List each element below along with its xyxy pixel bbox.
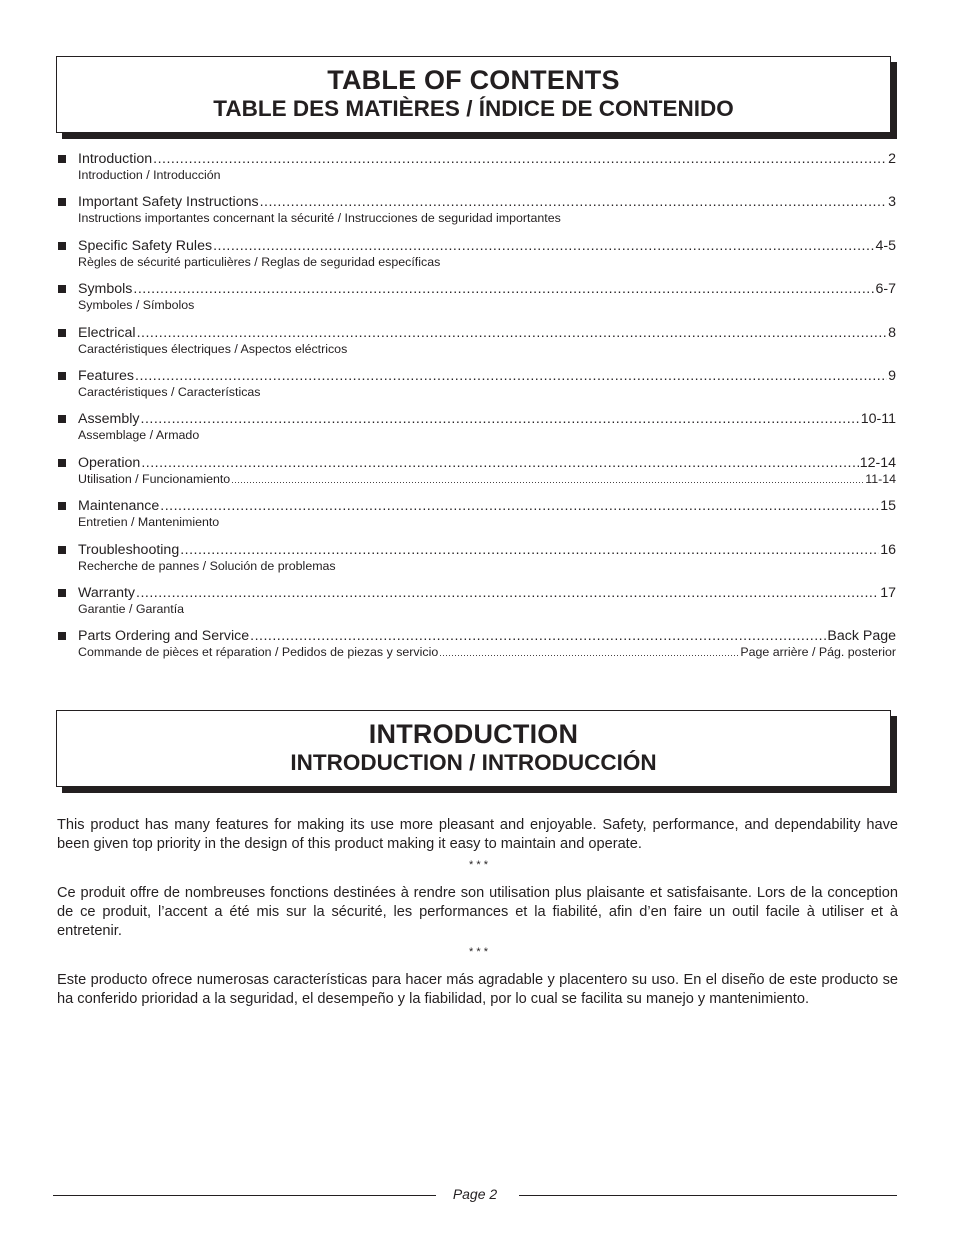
toc-entry-line bbox=[78, 497, 896, 515]
toc-entry-line bbox=[78, 150, 896, 168]
intro-paragraph-french: Ce produit offre de nombreuses fonctions destinées à rendre son utilisation plus plaisante et satisfaisante. Lors de la conception de ce produit, l’accent a été mis sur la sécurité, les performances et la fiabilité, afin d’en faire un outil facile à utiliser et à entretenir. bbox=[57, 885, 898, 939]
toc-entry-line bbox=[78, 280, 896, 298]
toc-entry-translation-line bbox=[78, 255, 896, 270]
toc-entry[interactable] bbox=[56, 324, 896, 367]
toc-entry-line bbox=[78, 193, 896, 211]
dot-leader bbox=[133, 280, 874, 298]
square-bullet-icon bbox=[58, 242, 66, 250]
toc-entry-line bbox=[78, 237, 896, 255]
toc-list bbox=[56, 150, 896, 671]
toc-entry-page: 3 bbox=[888, 194, 896, 211]
toc-entry-translation-line bbox=[78, 385, 896, 400]
toc-entry-translation: Garantie / Garantía bbox=[78, 601, 185, 616]
square-bullet-icon bbox=[58, 502, 66, 510]
toc-entry-page: Back Page bbox=[827, 628, 896, 645]
toc-subtitle: TABLE DES MATIÈRES / ÍNDICE DE CONTENIDO bbox=[213, 96, 734, 121]
toc-entry-title: Important Safety Instructions bbox=[78, 194, 259, 211]
toc-entry-page: 9 bbox=[888, 367, 896, 384]
toc-entry-title: Assembly bbox=[78, 411, 140, 428]
toc-entry-title: Warranty bbox=[78, 584, 136, 601]
page-footer bbox=[53, 1185, 897, 1205]
toc-entry-page: 4-5 bbox=[875, 237, 896, 254]
toc-entry-translation-line bbox=[78, 428, 896, 443]
square-bullet-icon bbox=[58, 285, 66, 293]
dot-leader bbox=[250, 627, 826, 645]
toc-entry-page: 2 bbox=[888, 151, 896, 167]
dot-leader bbox=[160, 497, 879, 515]
dot-leader bbox=[141, 454, 858, 472]
dot-leader bbox=[135, 367, 887, 385]
toc-entry-line bbox=[78, 627, 896, 645]
toc-entry-translation: Symboles / Símbolos bbox=[78, 298, 195, 313]
toc-entry[interactable] bbox=[56, 410, 896, 453]
toc-entry-translation-line bbox=[78, 515, 896, 530]
dot-leader bbox=[213, 237, 874, 255]
separator-stars: * * * bbox=[469, 859, 488, 871]
dot-leader bbox=[439, 645, 739, 661]
toc-entry[interactable] bbox=[56, 627, 896, 670]
square-bullet-icon bbox=[58, 198, 66, 206]
toc-entry[interactable] bbox=[56, 280, 896, 323]
square-bullet-icon bbox=[58, 415, 66, 423]
toc-entry[interactable] bbox=[56, 193, 896, 236]
footer-rule-right bbox=[519, 1195, 897, 1196]
dot-leader bbox=[136, 584, 879, 602]
toc-title-box bbox=[56, 56, 891, 133]
toc-entry-translation-line bbox=[78, 602, 896, 617]
toc-entry-title: Electrical bbox=[78, 324, 136, 341]
toc-entry[interactable] bbox=[56, 497, 896, 540]
footer-rule-left bbox=[53, 1195, 436, 1196]
intro-subtitle: INTRODUCTION / INTRODUCCIÓN bbox=[290, 750, 657, 775]
toc-entry[interactable] bbox=[56, 150, 896, 193]
toc-entry-page: 17 bbox=[880, 584, 896, 601]
toc-entry-translation: Assemblage / Armado bbox=[78, 428, 200, 443]
page-number: Page 2 bbox=[452, 1186, 498, 1202]
square-bullet-icon bbox=[58, 459, 66, 467]
square-bullet-icon bbox=[58, 632, 66, 640]
toc-title: TABLE OF CONTENTS bbox=[327, 65, 620, 95]
toc-entry-translation-line bbox=[78, 645, 896, 661]
dot-leader bbox=[137, 324, 888, 342]
toc-entry-title: Maintenance bbox=[78, 498, 160, 515]
toc-entry-translation: Instructions importantes concernant la sécurité / Instrucciones de seguridad importantes bbox=[78, 211, 561, 226]
toc-entry-line bbox=[78, 541, 896, 559]
toc-entry-translation-line bbox=[78, 168, 896, 183]
intro-paragraph-english: This product has many features for making its use more pleasant and enjoyable. Safety, performance, and dependability have been given top priority in the design of this product making it easy to maintain and operate. bbox=[57, 817, 898, 852]
toc-entry-page: 8 bbox=[888, 324, 896, 341]
toc-entry-title: Troubleshooting bbox=[78, 541, 180, 558]
toc-entry-translation-line bbox=[78, 211, 896, 226]
toc-entry-line bbox=[78, 367, 896, 385]
square-bullet-icon bbox=[58, 372, 66, 380]
separator-stars: * * * bbox=[469, 946, 488, 958]
toc-entry-page: 15 bbox=[880, 498, 896, 515]
square-bullet-icon bbox=[58, 589, 66, 597]
toc-entry-translation-line bbox=[78, 472, 896, 488]
toc-entry-title: Symbols bbox=[78, 281, 133, 298]
toc-entry-translation: Commande de pièces et réparation / Pedidos de piezas y servicio bbox=[78, 645, 439, 660]
toc-entry-page: 6-7 bbox=[875, 281, 896, 298]
toc-entry-translation: Règles de sécurité particulières / Reglas de seguridad específicas bbox=[78, 254, 441, 269]
toc-entry-translation: Caractéristiques électriques / Aspectos eléctricos bbox=[78, 341, 348, 356]
toc-entry-translation: Caractéristiques / Características bbox=[78, 384, 261, 399]
toc-entry-page: 16 bbox=[880, 541, 896, 558]
toc-entry-translation-line bbox=[78, 298, 896, 313]
toc-entry[interactable] bbox=[56, 237, 896, 280]
toc-entry-translation: Recherche de pannes / Solución de problemas bbox=[78, 558, 336, 573]
intro-title-box bbox=[56, 710, 891, 787]
toc-entry-line bbox=[78, 454, 896, 472]
toc-entry-translation-line bbox=[78, 342, 896, 357]
toc-entry-title: Introduction bbox=[78, 151, 153, 167]
square-bullet-icon bbox=[58, 546, 66, 554]
intro-paragraph-spanish: Este producto ofrece numerosas características para hacer más agradable y placentero su uso. En el diseño de este producto se ha conferido prioridad a la seguridad, el desempeño y la fiabilidad, por lo cual se facilita su manejo y mantenimiento. bbox=[57, 972, 898, 1007]
square-bullet-icon bbox=[58, 155, 66, 163]
square-bullet-icon bbox=[58, 329, 66, 337]
dot-leader bbox=[141, 410, 860, 428]
dot-leader bbox=[153, 150, 887, 168]
toc-entry-translation: Utilisation / Funcionamiento bbox=[78, 471, 231, 486]
toc-entry-line bbox=[78, 410, 896, 428]
toc-entry-page: 10-11 bbox=[860, 411, 896, 428]
dot-leader bbox=[231, 472, 864, 488]
toc-entry[interactable] bbox=[56, 541, 896, 584]
toc-entry-line bbox=[78, 584, 896, 602]
toc-entry-translation: Introduction / Introducción bbox=[78, 168, 221, 182]
toc-entry-title: Features bbox=[78, 367, 134, 384]
toc-entry-title: Specific Safety Rules bbox=[78, 237, 213, 254]
intro-body bbox=[57, 816, 898, 1009]
toc-entry-translation-page: Page arrière / Pág. posterior bbox=[740, 645, 896, 660]
toc-entry-page: 12-14 bbox=[859, 454, 896, 471]
toc-entry-line bbox=[78, 324, 896, 342]
intro-title: INTRODUCTION bbox=[368, 719, 579, 749]
toc-entry[interactable] bbox=[56, 454, 896, 497]
toc-entry-translation-line bbox=[78, 559, 896, 574]
dot-leader bbox=[180, 541, 879, 559]
toc-entry-title: Parts Ordering and Service bbox=[78, 628, 250, 645]
toc-entry-translation: Entretien / Mantenimiento bbox=[78, 515, 220, 530]
toc-entry-title: Operation bbox=[78, 454, 141, 471]
toc-entry-translation-page: 11-14 bbox=[865, 471, 896, 486]
toc-entry[interactable] bbox=[56, 367, 896, 410]
toc-entry[interactable] bbox=[56, 584, 896, 627]
dot-leader bbox=[260, 193, 888, 211]
